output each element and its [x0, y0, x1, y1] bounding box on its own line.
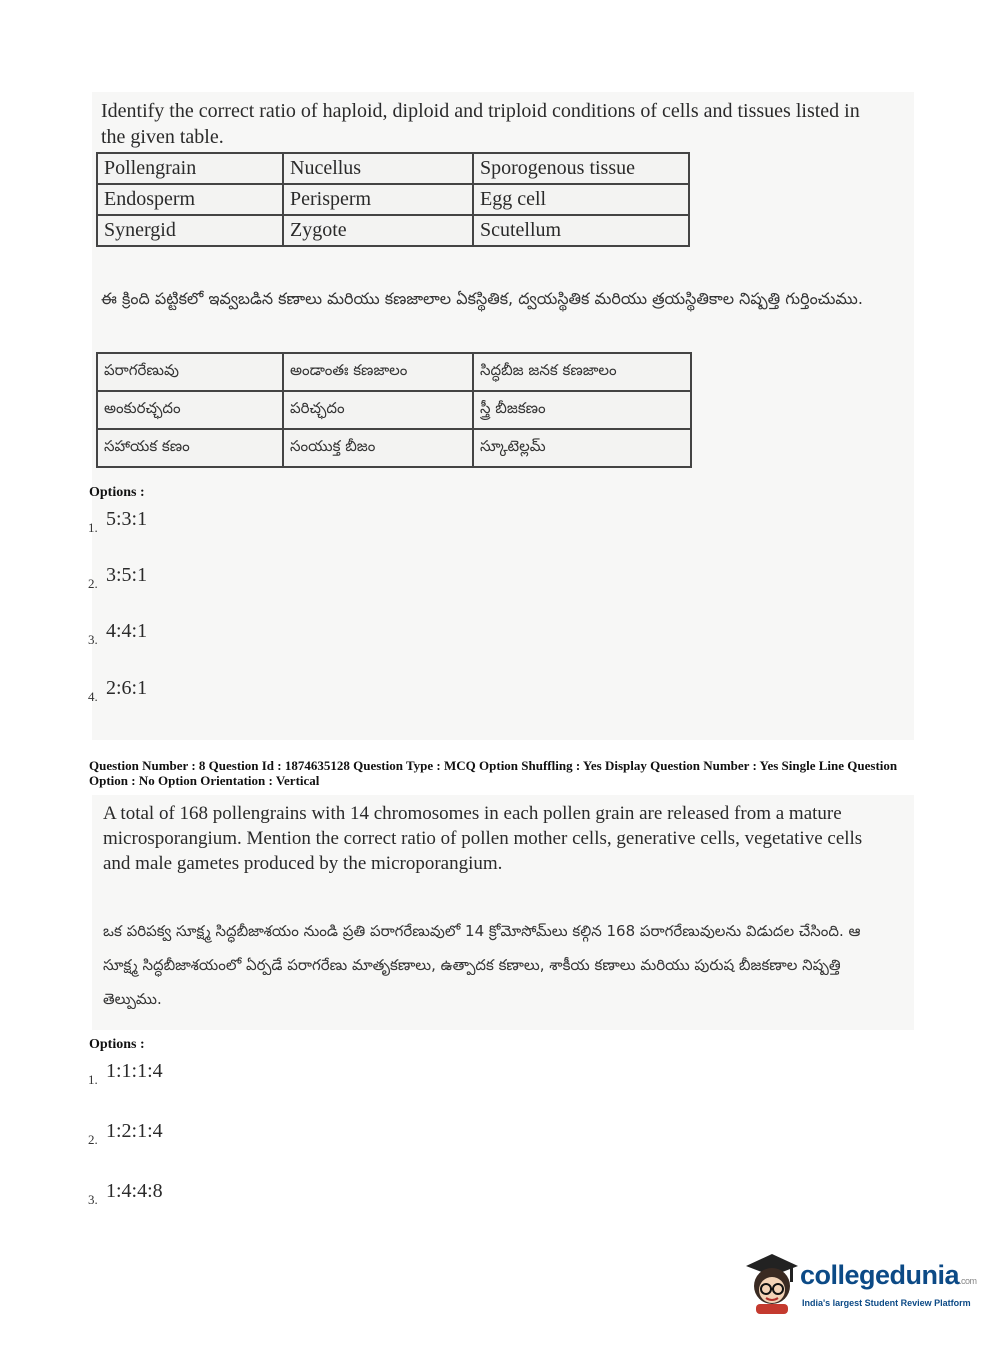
table-cell: అంకురచ్ఛదం — [97, 391, 283, 429]
option-number: 3. — [88, 1192, 98, 1207]
option-value: 2:6:1 — [106, 677, 148, 699]
table-cell: అండాంతః కణజాలం — [283, 353, 473, 391]
table-cell: Nucellus — [283, 153, 473, 184]
table-cell: Synergid — [97, 215, 283, 246]
table-cell: పరిచ్ఛదం — [283, 391, 473, 429]
q8-metadata: Question Number : 8 Question Id : 1874635128 Question Type : MCQ Option Shuffling : Yes Display Question Number : Yes Single Line Question Option : No Option Orientation : Vertical — [89, 758, 898, 788]
option-number: 1. — [88, 1072, 98, 1087]
table-cell: Sporogenous tissue — [473, 153, 689, 184]
option-number: 1. — [88, 520, 98, 535]
table-cell: Pollengrain — [97, 153, 283, 184]
q7-table-telugu — [96, 352, 692, 468]
table-cell: Zygote — [283, 215, 473, 246]
table-row — [97, 391, 691, 429]
table-row — [97, 184, 689, 215]
mascot-icon — [742, 1252, 800, 1316]
table-row — [97, 215, 689, 246]
table-cell: సంయుక్త బీజం — [283, 429, 473, 467]
option-value: 1:4:4:8 — [106, 1180, 163, 1202]
q7-options-heading: Options : — [89, 485, 145, 500]
logo-name-text: collegedunia — [800, 1260, 960, 1290]
table-row — [97, 353, 691, 391]
table-cell: Egg cell — [473, 184, 689, 215]
q8-question-english: A total of 168 pollengrains with 14 chromosomes in each pollen grain are released from a mature microsporangium. Mention the correct ratio of pollen mother cells, generative cells, vegetative cells and male gametes produced by the microporangium. — [103, 803, 863, 874]
q7-table-english — [96, 152, 690, 247]
table-cell: సిద్ధబీజ జనక కణజాలం — [473, 353, 691, 391]
q8-options-heading: Options : — [89, 1037, 145, 1052]
logo-tagline: India's largest Student Review Platform — [802, 1298, 971, 1308]
option-number: 2. — [88, 1132, 98, 1147]
table-cell: Scutellum — [473, 215, 689, 246]
option-value: 1:1:1:4 — [106, 1060, 163, 1082]
q7-question-telugu: ఈ క్రింది పట్టికలో ఇవ్వబడిన కణాలు మరియు కణజాలాల ఏకస్థితిక, ద్వయస్థితిక మరియు త్రయస్థితికాల నిష్పత్తి గుర్తించుము. — [101, 289, 863, 308]
table-cell: Perisperm — [283, 184, 473, 215]
table-cell: సహాయక కణం — [97, 429, 283, 467]
q7-question-english: Identify the correct ratio of haploid, diploid and triploid conditions of cells and tissues listed in the given table. — [101, 100, 860, 148]
option-number: 4. — [88, 689, 98, 704]
collegedunia-logo[interactable] — [742, 1252, 977, 1316]
option-value: 4:4:1 — [106, 620, 148, 642]
table-cell: స్త్రీ బీజకణం — [473, 391, 691, 429]
logo-wordmark — [800, 1260, 977, 1291]
table-cell: పరాగరేణువు — [97, 353, 283, 391]
table-cell: స్కూటెల్లమ్ — [473, 429, 691, 467]
option-value: 1:2:1:4 — [106, 1120, 163, 1142]
option-value: 3:5:1 — [106, 564, 148, 586]
option-value: 5:3:1 — [106, 508, 148, 530]
table-cell: Endosperm — [97, 184, 283, 215]
logo-dotcom: .com — [959, 1276, 977, 1286]
option-number: 3. — [88, 632, 98, 647]
table-row — [97, 429, 691, 467]
option-number: 2. — [88, 576, 98, 591]
q8-question-telugu: ఒక పరిపక్వ సూక్ష్మ సిద్ధబీజాశయం నుండి ప్రతి పరాగరేణువులో 14 క్రోమోసోమ్‌లు కల్గిన 168 పరాగరేణువులను విడుదల చేసింది. ఆ సూక్ష్మ సిద్ధబీజాశయంలో ఏర్పడే పరాగరేణు మాతృకణాలు, ఉత్పాదక కణాలు, శాకీయ కణాలు మరియు పురుష బీజకణాల నిష్పత్తి తెల్పుము. — [103, 922, 861, 1008]
table-row — [97, 153, 689, 184]
